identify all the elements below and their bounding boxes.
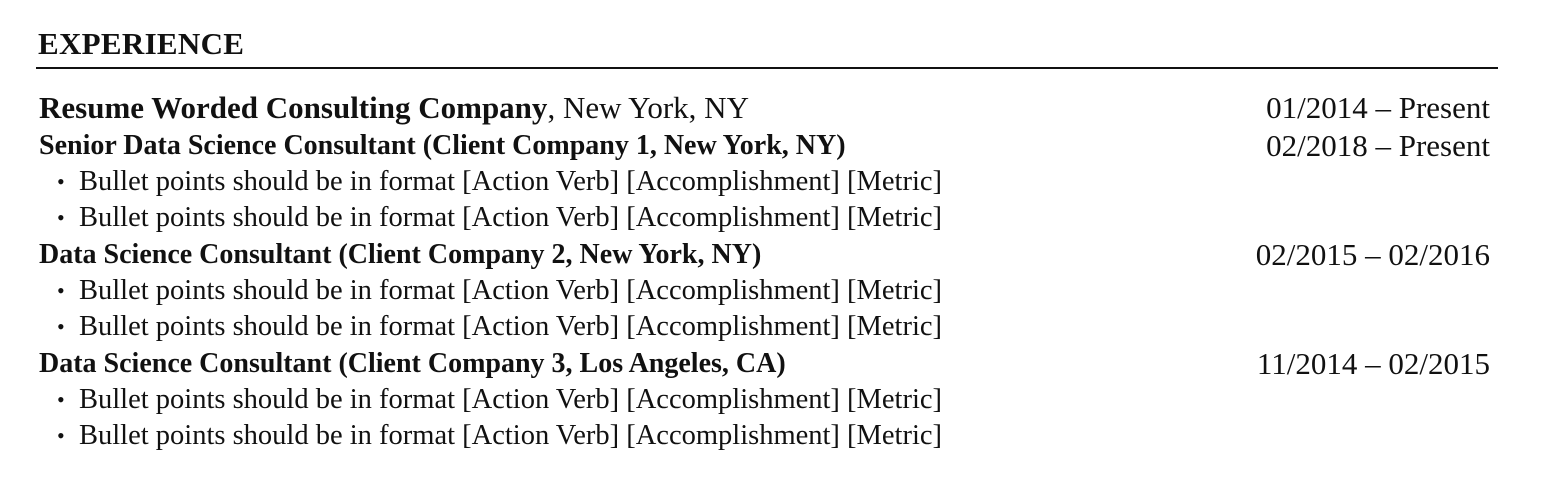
role-title: Senior Data Science Consultant (Client Company 1, New York, NY) xyxy=(39,130,846,161)
bullet-icon: • xyxy=(57,169,65,194)
bullet-item xyxy=(36,309,1498,345)
bullet-icon: • xyxy=(57,387,65,412)
company-name: Resume Worded Consulting Company xyxy=(39,90,548,125)
role-header xyxy=(36,127,1498,164)
company-location: , New York, NY xyxy=(547,90,749,125)
bullet-item xyxy=(36,382,1498,418)
section-title: EXPERIENCE xyxy=(38,26,245,61)
bullet-icon: • xyxy=(57,205,65,230)
bullet-item xyxy=(36,164,1498,200)
bullet-text: Bullet points should be in format [Action Verb] [Accomplishment] [Metric] xyxy=(79,202,943,233)
bullet-list xyxy=(36,164,1498,236)
bullet-item xyxy=(36,200,1498,236)
bullet-item xyxy=(36,273,1498,309)
role-title: Data Science Consultant (Client Company 2, New York, NY) xyxy=(39,239,762,270)
bullet-text: Bullet points should be in format [Action Verb] [Accomplishment] [Metric] xyxy=(79,166,943,197)
role-dates: 02/2018 – Present xyxy=(1266,128,1490,163)
bullet-icon: • xyxy=(57,423,65,448)
bullet-item xyxy=(36,418,1498,454)
role-header xyxy=(36,236,1498,273)
role-title: Data Science Consultant (Client Company 3, Los Angeles, CA) xyxy=(39,348,786,379)
bullet-list xyxy=(36,273,1498,345)
bullet-text: Bullet points should be in format [Action Verb] [Accomplishment] [Metric] xyxy=(79,420,943,451)
bullet-list xyxy=(36,382,1498,454)
bullet-text: Bullet points should be in format [Action Verb] [Accomplishment] [Metric] xyxy=(79,311,943,342)
role-dates: 02/2015 – 02/2016 xyxy=(1255,237,1490,272)
section-divider xyxy=(36,67,1498,69)
experience-section xyxy=(36,24,1498,454)
bullet-icon: • xyxy=(57,278,65,303)
bullet-icon: • xyxy=(57,314,65,339)
company-dates: 01/2014 – Present xyxy=(1266,90,1490,125)
role-header xyxy=(36,345,1498,382)
bullet-text: Bullet points should be in format [Action Verb] [Accomplishment] [Metric] xyxy=(79,275,943,306)
company-header xyxy=(36,89,1498,127)
bullet-text: Bullet points should be in format [Action Verb] [Accomplishment] [Metric] xyxy=(79,384,943,415)
role-dates: 11/2014 – 02/2015 xyxy=(1256,346,1490,381)
